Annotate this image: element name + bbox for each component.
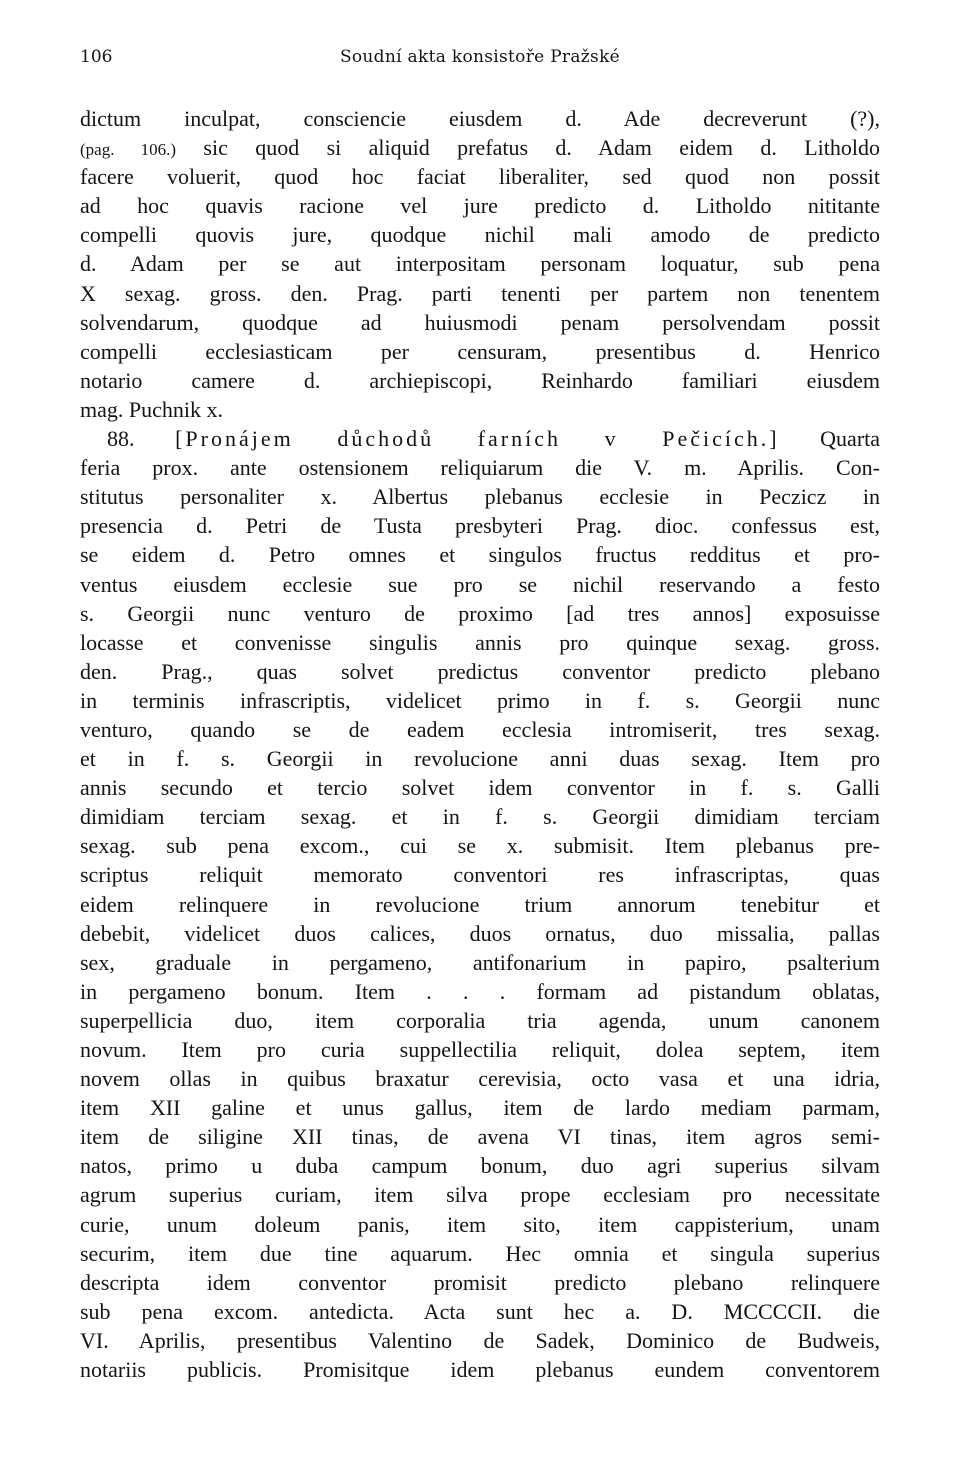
text-line: descripta idem conventor promisit predicto plebano relinquere <box>80 1269 880 1295</box>
running-head <box>80 46 880 68</box>
text-line: venturo, quando se de eadem ecclesia intromiserit, tres sexag. <box>80 716 880 742</box>
text-line: notario camere d. archiepiscopi, Reinhardo familiari eiusdem <box>80 367 880 393</box>
entry-title: [Pronájem důchodů farních v Pečicích.] <box>175 426 780 452</box>
text-line: presencia d. Petri de Tusta presbyteri Prag. dioc. confessus est, <box>80 513 880 539</box>
text-line: securim, item due tine aquarum. Hec omnia et singula superius <box>80 1240 880 1266</box>
text-line: ad hoc quavis racione vel jure predicto d. Litholdo nititante <box>80 193 880 219</box>
text-line: item de siligine XII tinas, de avena VI tinas, item agros semi- <box>80 1124 880 1150</box>
text-line: dimidiam terciam sexag. et in f. s. Georgii dimidiam terciam <box>80 804 880 830</box>
text-line: novum. Item pro curia suppellectilia reliquit, dolea septem, item <box>80 1037 880 1062</box>
text-line <box>80 133 880 162</box>
text-line: d. Adam per se aut interpositam personam loquatur, sub pena <box>80 251 880 277</box>
text-line: debebit, videlicet duos calices, duos ornatus, duo missalia, pallas <box>80 920 880 946</box>
text-line-content: sic quod si aliquid prefatus d. Adam eidem d. Litholdo <box>203 135 881 161</box>
entry-number: 88. <box>107 426 135 452</box>
text-line: sexag. sub pena excom., cui se x. submisit. Item plebanus pre- <box>80 833 880 859</box>
body-text <box>80 104 880 1384</box>
text-line: s. Georgii nunc venturo de proximo [ad tres annos] exposuisse <box>80 600 880 626</box>
text-line: eidem relinquere in revolucione trium annorum tenebitur et <box>80 891 880 917</box>
text-line: den. Prag., quas solvet predictus conventor predicto plebano <box>80 658 880 684</box>
text-line: curie, unum doleum panis, item sito, item cappisterium, unam <box>80 1211 880 1237</box>
text-line: facere voluerit, quod hoc faciat liberaliter, sed quod non possit <box>80 164 880 190</box>
text-line: locasse et convenisse singulis annis pro quinque sexag. gross. <box>80 629 880 655</box>
text-line-content: Quarta <box>820 426 881 452</box>
text-line: notariis publicis. Promisitque idem plebanus eundem conventorem <box>80 1357 880 1383</box>
page-number: 106 <box>80 47 113 67</box>
text-line: superpellicia duo, item corporalia tria agenda, unum canonem <box>80 1007 880 1033</box>
text-line: se eidem d. Petro omnes et singulos fructus redditus et pro- <box>80 542 880 568</box>
text-line: natos, primo u duba campum bonum, duo agri superius silvam <box>80 1153 880 1179</box>
text-line: in terminis infrascriptis, videlicet primo in f. s. Georgii nunc <box>80 687 880 713</box>
text-line: et in f. s. Georgii in revolucione anni duas sexag. Item pro <box>80 746 880 772</box>
text-line: solvendarum, quodque ad huiusmodi penam persolvendam possit <box>80 309 880 335</box>
page-reference: (pag. 106.) <box>80 140 177 160</box>
text-line: VI. Aprilis, presentibus Valentino de Sadek, Dominico de Budweis, <box>80 1327 880 1353</box>
text-line: compelli ecclesiasticam per censuram, presentibus d. Henrico <box>80 338 880 364</box>
entry-heading-line <box>80 424 880 453</box>
text-line: in pergameno bonum. Item . . . formam ad pistandum oblatas, <box>80 978 880 1004</box>
text-line: compelli quovis jure, quodque nichil mali amodo de predicto <box>80 222 880 248</box>
running-title: Soudní akta konsistoře Pražské <box>339 47 621 67</box>
text-line: feria prox. ante ostensionem reliquiarum die V. m. Aprilis. Con- <box>80 455 880 481</box>
text-line: item XII galine et unus gallus, item de lardo mediam parmam, <box>80 1095 880 1121</box>
text-line: mag. Puchnik x. <box>80 396 223 422</box>
text-line: sub pena excom. antedicta. Acta sunt hec a. D. MCCCCII. die <box>80 1298 880 1324</box>
text-line: sex, graduale in pergameno, antifonarium in papiro, psalterium <box>80 949 880 975</box>
text-line: ventus eiusdem ecclesie sue pro se nichil reservando a festo <box>80 571 880 597</box>
text-line: agrum superius curiam, item silva prope ecclesiam pro necessitate <box>80 1182 880 1208</box>
text-line: stitutus personaliter x. Albertus plebanus ecclesie in Peczicz in <box>80 484 880 510</box>
text-line: scriptus reliquit memorato conventori res infrascriptas, quas <box>80 862 880 888</box>
text-line: annis secundo et tercio solvet idem conventor in f. s. Galli <box>80 775 880 801</box>
text-line: novem ollas in quibus braxatur cerevisia, octo vasa et una idria, <box>80 1066 880 1092</box>
text-line: dictum inculpat, consciencie eiusdem d. Ade decreverunt (?), <box>80 106 880 131</box>
text-line: X sexag. gross. den. Prag. parti tenenti per partem non tenentem <box>80 280 880 306</box>
